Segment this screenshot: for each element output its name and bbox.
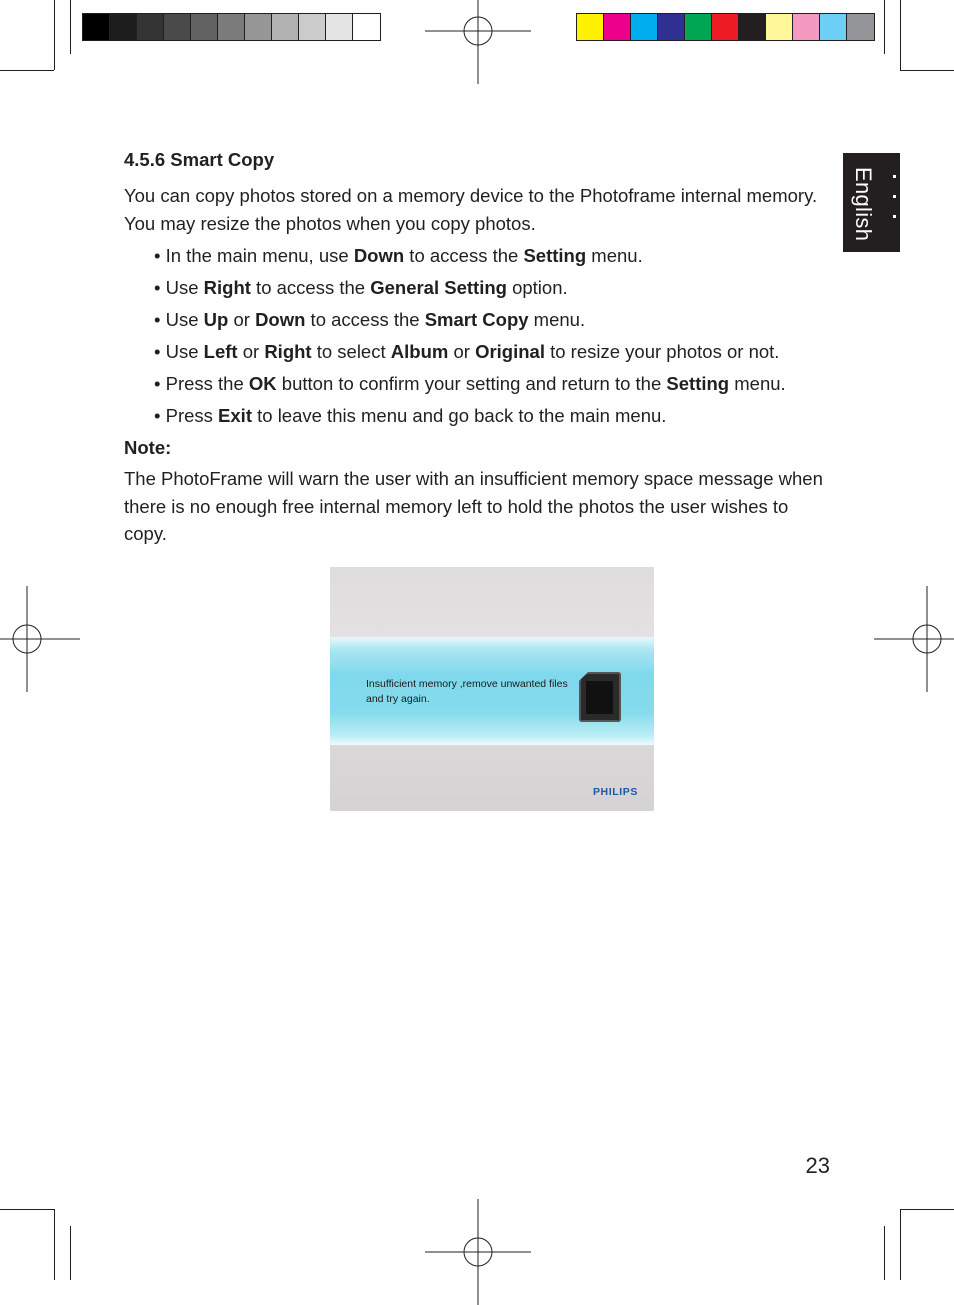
- step-text: • Use: [154, 341, 204, 362]
- color-swatch: [218, 14, 245, 40]
- step-keyword: Album: [390, 341, 449, 362]
- step-item: [154, 338, 824, 365]
- step-item: [154, 242, 824, 269]
- color-swatch: [272, 14, 299, 40]
- color-swatch: [110, 14, 137, 40]
- step-text: or: [237, 341, 265, 362]
- step-text: to access the: [404, 245, 524, 266]
- step-keyword: Setting: [666, 373, 730, 394]
- color-swatch: [658, 14, 685, 40]
- step-keyword: Exit: [218, 405, 252, 426]
- color-swatch: [191, 14, 218, 40]
- step-text: • Use: [154, 277, 204, 298]
- page-number: 23: [805, 1153, 830, 1178]
- step-text: option.: [506, 277, 568, 298]
- step-keyword: Right: [264, 341, 312, 362]
- step-keyword: Down: [353, 245, 405, 266]
- step-text: to select: [311, 341, 391, 362]
- memory-card-icon: [579, 672, 621, 722]
- step-list: [124, 242, 824, 429]
- registration-target-icon: [425, 0, 531, 84]
- registration-target-icon: [0, 586, 80, 692]
- step-text: to access the: [250, 277, 371, 298]
- step-keyword: Smart Copy: [424, 309, 529, 330]
- step-text: to leave this menu and go back to the main menu.: [251, 405, 667, 426]
- tab-edge-marks: [893, 175, 896, 245]
- step-keyword: Left: [203, 341, 238, 362]
- step-keyword: General Setting: [370, 277, 507, 298]
- note-label: Note:: [124, 437, 172, 458]
- step-text: • In the main menu, use: [154, 245, 354, 266]
- step-keyword: Up: [203, 309, 229, 330]
- step-item: [154, 370, 824, 397]
- color-swatch: [712, 14, 739, 40]
- step-text: or: [448, 341, 476, 362]
- device-screenshot: [330, 567, 654, 811]
- step-keyword: Setting: [523, 245, 587, 266]
- step-item: [154, 306, 824, 333]
- step-text: to access the: [305, 309, 425, 330]
- color-swatch: [766, 14, 793, 40]
- step-item: [154, 274, 824, 301]
- color-swatch: [793, 14, 820, 40]
- message-band: [330, 637, 654, 745]
- color-swatch: [299, 14, 326, 40]
- registration-target-icon: [425, 1199, 531, 1305]
- step-item: [154, 402, 824, 429]
- step-text: menu.: [586, 245, 643, 266]
- color-swatch: [604, 14, 631, 40]
- step-text: to resize your photos or not.: [544, 341, 780, 362]
- step-text: menu.: [528, 309, 586, 330]
- step-text: menu.: [729, 373, 786, 394]
- note-paragraph: The PhotoFrame will warn the user with an insufficient memory space message when there is no enough free internal memory left to hold the photos the user wishes to copy.: [124, 468, 823, 544]
- language-tab-label: English: [851, 167, 876, 242]
- grayscale-color-bar: [82, 13, 381, 41]
- color-swatch: [631, 14, 658, 40]
- step-keyword: Original: [475, 341, 545, 362]
- color-swatch: [164, 14, 191, 40]
- language-tab: [843, 153, 900, 252]
- step-text: button to confirm your setting and return to the: [276, 373, 667, 394]
- step-text: • Use: [154, 309, 204, 330]
- section-content: [124, 148, 824, 553]
- color-swatch: [137, 14, 164, 40]
- color-swatch: [245, 14, 272, 40]
- intro-paragraph: You can copy photos stored on a memory device to the Photoframe internal memory. You may resize the photos when you copy photos.: [124, 185, 818, 234]
- section-heading: 4.5.6 Smart Copy: [124, 149, 275, 170]
- color-swatch: [83, 14, 110, 40]
- color-swatch: [847, 14, 874, 40]
- process-color-bar: [576, 13, 875, 41]
- step-keyword: Right: [203, 277, 251, 298]
- color-swatch: [353, 14, 380, 40]
- insufficient-memory-message: Insufficient memory ,remove unwanted files and try again.: [366, 678, 568, 705]
- color-swatch: [820, 14, 847, 40]
- step-keyword: OK: [248, 373, 277, 394]
- color-swatch: [685, 14, 712, 40]
- color-swatch: [577, 14, 604, 40]
- step-keyword: Down: [255, 309, 306, 330]
- registration-target-icon: [874, 586, 954, 692]
- color-swatch: [326, 14, 353, 40]
- color-swatch: [739, 14, 766, 40]
- brand-logo: PHILIPS: [592, 786, 638, 798]
- step-text: • Press: [154, 405, 219, 426]
- step-text: or: [228, 309, 256, 330]
- step-text: • Press the: [154, 373, 249, 394]
